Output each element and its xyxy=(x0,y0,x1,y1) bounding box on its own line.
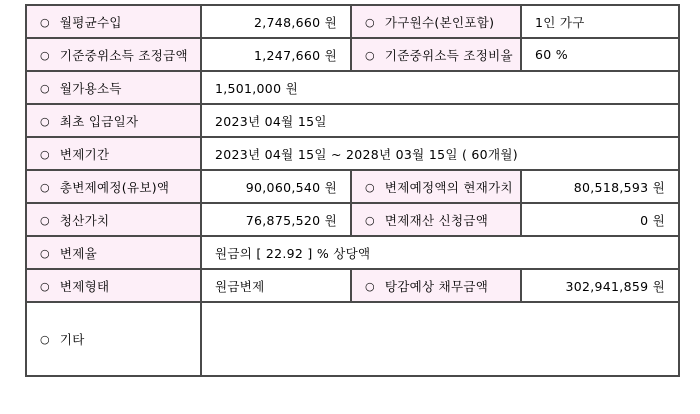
circle-bullet-icon: ○ xyxy=(40,180,50,194)
value-household-members: 1인 가구 xyxy=(521,5,679,38)
value-other xyxy=(201,302,679,376)
repayment-plan-table xyxy=(25,4,680,377)
circle-bullet-icon: ○ xyxy=(40,147,50,161)
circle-bullet-icon: ○ xyxy=(40,246,50,260)
label-text: 면제재산 신청금액 xyxy=(384,212,489,228)
label-median-income-adjustment-ratio xyxy=(351,38,521,71)
circle-bullet-icon: ○ xyxy=(365,279,375,293)
label-repayment-period xyxy=(26,137,201,170)
table-row xyxy=(26,236,679,269)
circle-bullet-icon: ○ xyxy=(40,81,50,95)
circle-bullet-icon: ○ xyxy=(40,48,50,62)
value-repayment-period: 2023년 04월 15일 ~ 2028년 03월 15일 ( 60개월) xyxy=(201,137,679,170)
label-text: 변제율 xyxy=(59,245,98,261)
label-text: 가구원수(본인포함) xyxy=(384,14,495,30)
table-row xyxy=(26,170,679,203)
circle-bullet-icon: ○ xyxy=(40,15,50,29)
label-text: 기준중위소득 조정비율 xyxy=(384,47,513,63)
value-liquidation-value: 76,875,520 원 xyxy=(201,203,351,236)
value-present-value-of-repayment: 80,518,593 원 xyxy=(521,170,679,203)
value-total-expected-repayment: 90,060,540 원 xyxy=(201,170,351,203)
label-exempt-property-amount xyxy=(351,203,521,236)
table-row xyxy=(26,71,679,104)
circle-bullet-icon: ○ xyxy=(365,213,375,227)
circle-bullet-icon: ○ xyxy=(40,114,50,128)
value-repayment-type: 원금변제 xyxy=(201,269,351,302)
circle-bullet-icon: ○ xyxy=(40,213,50,227)
table-row xyxy=(26,5,679,38)
label-repayment-rate xyxy=(26,236,201,269)
label-text: 기준중위소득 조정금액 xyxy=(59,47,188,63)
label-text: 월가용소득 xyxy=(59,80,122,96)
value-expected-debt-forgiveness: 302,941,859 원 xyxy=(521,269,679,302)
label-text: 월평균수입 xyxy=(59,14,122,30)
circle-bullet-icon: ○ xyxy=(365,180,375,194)
label-expected-debt-forgiveness xyxy=(351,269,521,302)
label-median-income-adjusted-amount xyxy=(26,38,201,71)
label-monthly-average-income xyxy=(26,5,201,38)
table-row xyxy=(26,38,679,71)
circle-bullet-icon: ○ xyxy=(40,333,50,346)
label-text: 변제기간 xyxy=(59,146,110,162)
label-other xyxy=(26,302,201,376)
value-median-income-adjusted-amount: 1,247,660 원 xyxy=(201,38,351,71)
value-median-income-adjustment-ratio: 60 % xyxy=(521,38,679,71)
label-repayment-type xyxy=(26,269,201,302)
label-text: 탕감예상 채무금액 xyxy=(384,278,489,294)
table-row xyxy=(26,302,679,376)
table-row xyxy=(26,269,679,302)
value-monthly-disposable-income: 1,501,000 원 xyxy=(201,71,679,104)
label-liquidation-value xyxy=(26,203,201,236)
repayment-plan-form xyxy=(25,4,680,377)
value-exempt-property-amount: 0 원 xyxy=(521,203,679,236)
table-row xyxy=(26,137,679,170)
value-repayment-rate: 원금의 [ 22.92 ] % 상당액 xyxy=(201,236,679,269)
label-total-expected-repayment xyxy=(26,170,201,203)
label-present-value-of-repayment xyxy=(351,170,521,203)
label-text: 변제예정액의 현재가치 xyxy=(384,179,513,195)
label-text: 청산가치 xyxy=(59,212,110,228)
label-first-deposit-date xyxy=(26,104,201,137)
label-text: 변제형태 xyxy=(59,278,110,294)
circle-bullet-icon: ○ xyxy=(40,279,50,293)
table-row xyxy=(26,203,679,236)
circle-bullet-icon: ○ xyxy=(365,15,375,29)
label-household-members xyxy=(351,5,521,38)
table-row xyxy=(26,104,679,137)
label-text: 최초 입금일자 xyxy=(59,113,139,129)
label-text: 기타 xyxy=(59,332,85,347)
value-monthly-average-income: 2,748,660 원 xyxy=(201,5,351,38)
label-text: 총변제예정(유보)액 xyxy=(59,179,170,195)
value-first-deposit-date: 2023년 04월 15일 xyxy=(201,104,679,137)
circle-bullet-icon: ○ xyxy=(365,48,375,62)
label-monthly-disposable-income xyxy=(26,71,201,104)
